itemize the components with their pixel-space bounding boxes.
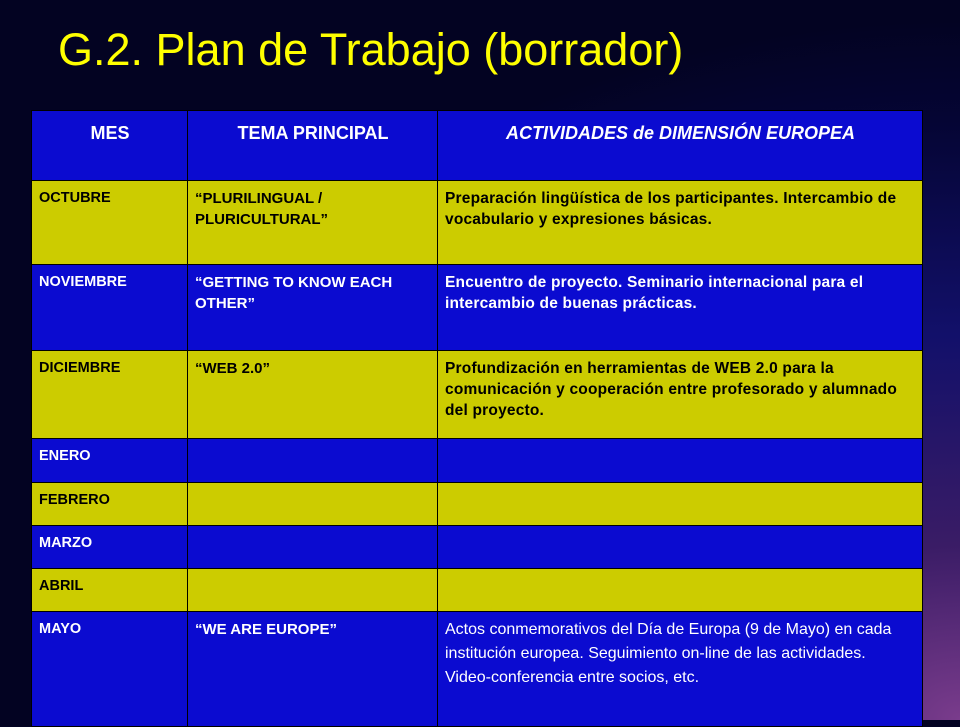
cell-mes: ABRIL [32,569,188,612]
cell-tema [188,569,438,612]
table-row [32,265,923,351]
table-header-row [32,111,923,181]
cell-mes: MAYO [32,612,188,727]
table-row [32,569,923,612]
cell-actividades [438,439,923,483]
cell-mes: NOVIEMBRE [32,265,188,351]
cell-mes: OCTUBRE [32,181,188,265]
header-actividades: ACTIVIDADES de DIMENSIÓN EUROPEA [438,111,923,181]
cell-mes: DICIEMBRE [32,351,188,439]
table-row [32,483,923,526]
table-row [32,439,923,483]
cell-tema [188,483,438,526]
table-row [32,351,923,439]
slide-title: G.2. Plan de Trabajo (borrador) [58,24,684,75]
cell-actividades [438,526,923,569]
cell-tema: “PLURILINGUAL / PLURICULTURAL” [188,181,438,265]
cell-mes: FEBRERO [32,483,188,526]
cell-actividades: Profundización en herramientas de WEB 2.0 para la comunicación y cooperación entre profesorado y alumnado del proyecto. [438,351,923,439]
cell-actividades: Preparación lingüística de los participantes. Intercambio de vocabulario y expresiones básicas. [438,181,923,265]
cell-mes: MARZO [32,526,188,569]
table-row [32,612,923,727]
cell-actividades [438,569,923,612]
cell-actividades: Actos conmemorativos del Día de Europa (9 de Mayo) en cada institución europea. Seguimiento on-line de las actividades. Video-conferencia entre socios, etc. [438,612,923,727]
cell-tema: “GETTING TO KNOW EACH OTHER” [188,265,438,351]
cell-tema [188,439,438,483]
cell-actividades [438,483,923,526]
work-plan-table [31,110,923,727]
cell-actividades: Encuentro de proyecto. Seminario internacional para el intercambio de buenas prácticas. [438,265,923,351]
cell-tema: “WE ARE EUROPE” [188,612,438,727]
cell-mes: ENERO [32,439,188,483]
table-row [32,526,923,569]
cell-tema: “WEB 2.0” [188,351,438,439]
table-row [32,181,923,265]
cell-tema [188,526,438,569]
header-mes: MES [32,111,188,181]
header-tema-principal: TEMA PRINCIPAL [188,111,438,181]
